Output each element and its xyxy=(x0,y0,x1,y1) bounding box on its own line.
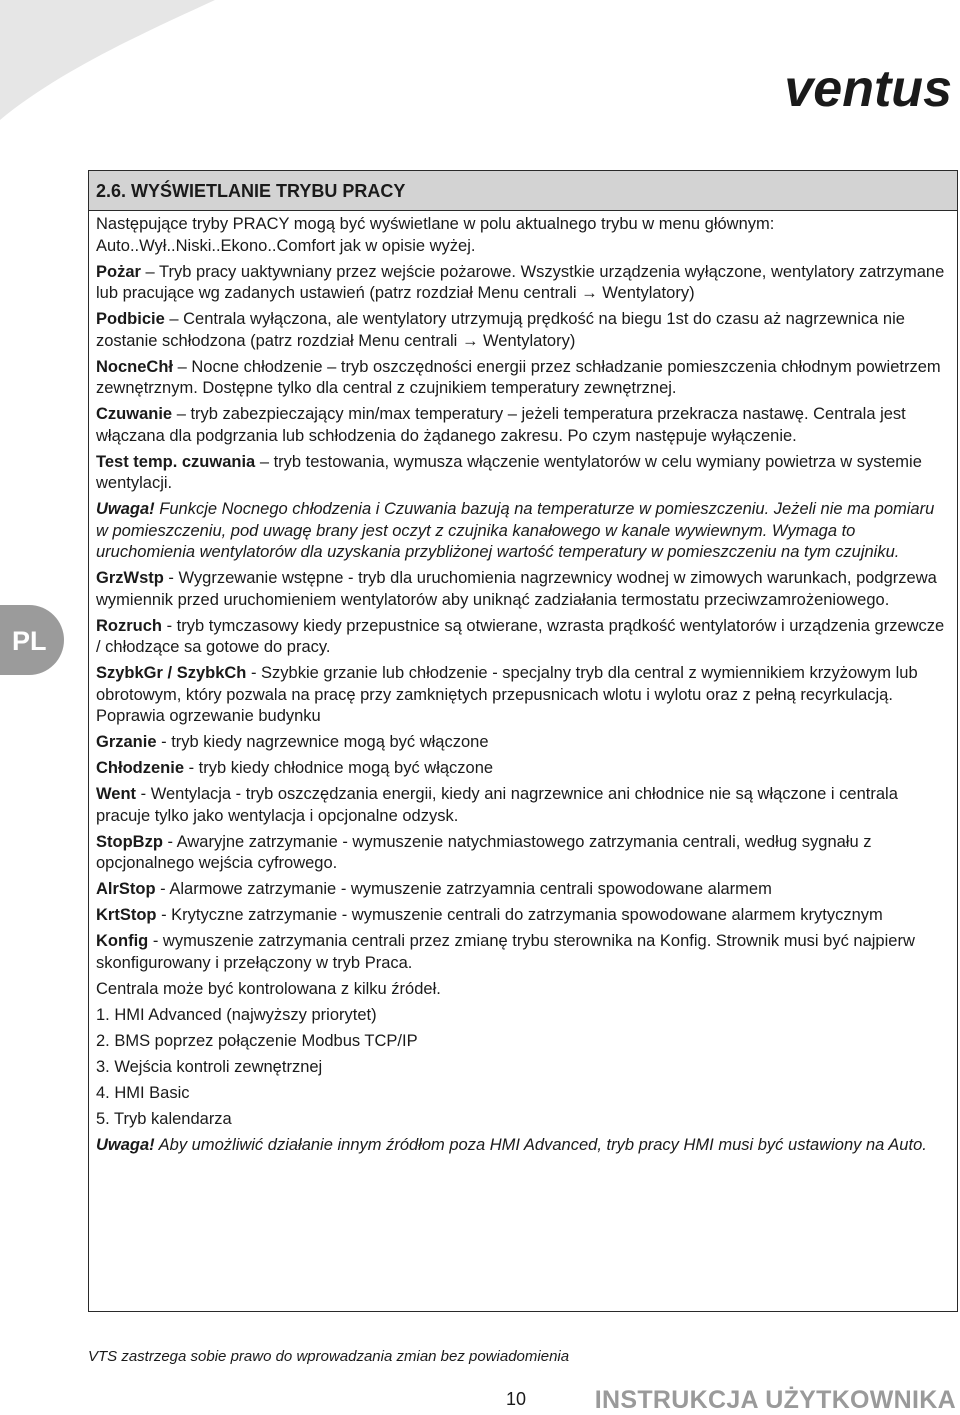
source-item: 3. Wejścia kontroli zewnętrznej xyxy=(96,1057,323,1076)
mode-term: Podbicie xyxy=(96,310,165,328)
mode-term: Chłodzenie xyxy=(96,759,185,777)
arrow-icon: → xyxy=(461,331,479,350)
sources-intro: Centrala może być kontrolowana z kilku źródeł. xyxy=(96,979,441,998)
mode-krtstop: KrtStop - Krytyczne zatrzymanie - wymuszenie centrali do zatrzymania spowodowane alarmem krytycznym xyxy=(96,906,883,924)
page-number: 10 xyxy=(506,1389,527,1409)
source-item: 1. HMI Advanced (najwyższy priorytet) xyxy=(96,1005,377,1024)
mode-chlodzenie: Chłodzenie - tryb kiedy chłodnice mogą być włączone xyxy=(96,759,494,777)
mode-term: KrtStop xyxy=(96,906,157,924)
note-uwaga-2: Uwaga! Aby umożliwić działanie innym źródłom poza HMI Advanced, tryb pracy HMI musi być ustawiony na Auto. xyxy=(96,1135,927,1154)
mode-term: NocneChł xyxy=(96,357,174,376)
mode-grzwstp: GrzWstp - Wygrzewanie wstępne - tryb dla uruchomienia nagrzewnicy wodnej w zimowych warunkach, podgrzewa wymiennik przed uruchomieniem wentylatorów aby uniknąć zadziałania termostatu przeciwzamrożeniowego. xyxy=(96,569,937,609)
mode-term: SzybkGr / SzybkCh xyxy=(96,664,247,682)
mode-test: Test temp. czuwania – tryb testowania, wymusza włączenie wentylatorów w celu wymiany powietrza w systemie wentylacji. xyxy=(96,452,922,492)
source-item: 2. BMS poprzez połączenie Modbus TCP/IP xyxy=(96,1031,418,1050)
mode-nocnechl: NocneChł – Nocne chłodzenie – tryb oszczędności energii przez schładzanie pomieszczenia chłodnym powietrzem zewnętrznym. Dostępne tylko dla central z czujnikiem temperatury zewnętrznej. xyxy=(96,357,941,397)
mode-term: GrzWstp xyxy=(96,569,164,587)
mode-alrstop: AlrStop - Alarmowe zatrzymanie - wymuszenie zatrzyamnia centrali spowodowane alarmem xyxy=(96,880,772,898)
mode-grzanie: Grzanie - tryb kiedy nagrzewnice mogą być włączone xyxy=(96,733,489,751)
note-uwaga-1: Uwaga! Funkcje Nocnego chłodzenia i Czuwania bazują na temperaturze w pomieszczeniu. Jeżeli nie ma pomiaru w pomieszczeniu, pod uwagę brany jest oczyt z czujnika kanałowego w kanale wywiewnym. Wymaga to uruchomienia wentylatorów dla uzyskania przybliżonej wartość temperatury w pomieszczeniu na tym czujniku. xyxy=(96,500,935,561)
source-item: 5. Tryb kalendarza xyxy=(96,1109,232,1128)
mode-term: Grzanie xyxy=(96,733,157,751)
manual-title: INSTRUKCJA UŻYTKOWNIKA xyxy=(594,1386,956,1414)
source-item: 4. HMI Basic xyxy=(96,1083,190,1102)
language-tab-pl: PL xyxy=(0,605,64,675)
arrow-icon: → xyxy=(581,284,598,302)
intro-paragraph: Następujące tryby PRACY mogą być wyświetlane w polu aktualnego trybu w menu głównym: Auto..Wył..Niski..Ekono..Comfort jak w opisie wyżej. xyxy=(96,215,775,255)
mode-szybk: SzybkGr / SzybkCh - Szybkie grzanie lub chłodzenie - specjalny tryb dla central z wymiennikiem krzyżowym lub obrotowym, który pozwala na pracę przy zamkniętych przepusnicach wlotu i wylotu oraz z pełną recyrkulacją. Poprawia ogrzewanie budynku xyxy=(96,664,918,725)
mode-term: Pożar xyxy=(96,262,141,281)
mode-czuwanie: Czuwanie – tryb zabezpieczający min/max temperatury – jeżeli temperatura przekracza nastawę. Centrala jest włączana dla podgrzania lub schłodzenia do żądanego zakresu. Po czym następuje wyłączenie. xyxy=(96,405,906,445)
corner-decoration xyxy=(0,0,215,135)
note-term: Uwaga! xyxy=(96,500,155,518)
mode-stopbzp: StopBzp - Awaryjne zatrzymanie - wymuszenie natychmiastowego zatrzymania centrali, według sygnału z opcjonalnego wejścia cyfrowego. xyxy=(96,832,872,872)
mode-rozruch: Rozruch - tryb tymczasowy kiedy przepustnice są otwierane, wzrasta prądkość wentylatorów i urządzenia grzewcze / chłodzące sa gotowe do pracy. xyxy=(96,616,945,656)
mode-went: Went - Wentylacja - tryb oszczędzania energii, kiedy ani nagrzewnice ani chłodnice nie są włączone i centrala pracuje tylko jako wentylacja i opcjonalne odzysk. xyxy=(96,785,898,825)
section-title: 2.6. WYŚWIETLANIE TRYBU PRACY xyxy=(89,171,957,211)
mode-konfig: Konfig - wymuszenie zatrzymania centrali przez zmianę trybu sterownika na Konfig. Strownik musi być najpierw skonfigurowany i przełączony w tryb Praca. xyxy=(96,932,915,972)
mode-pozar: Pożar – Tryb pracy uaktywniany przez wejście pożarowe. Wszystkie urządzenia wyłączone, wentylatory zatrzymane lub pracujące wg zadanych ustawień (patrz rozdział Menu centrali → Wentylatory) xyxy=(96,262,945,305)
mode-term: StopBzp xyxy=(96,832,163,851)
mode-term: Konfig xyxy=(96,932,149,950)
ventus-logo-text: ventus xyxy=(784,60,952,118)
mode-term: Test temp. czuwania xyxy=(96,452,256,471)
mode-term: Went xyxy=(96,785,137,803)
mode-display-section xyxy=(88,170,958,1312)
ventus-logo xyxy=(724,60,956,124)
mode-podbicie: Podbicie – Centrala wyłączona, ale wentylatory utrzymują prędkość na biegu 1st do czasu aż nagrzewnica nie zostanie schłodzona (patrz rozdział Menu centrali → Wentylatory) xyxy=(96,309,945,352)
mode-term: Czuwanie xyxy=(96,405,173,423)
mode-term: AlrStop xyxy=(96,880,156,898)
footer-note: VTS zastrzega sobie prawo do wprowadzania zmian bez powiadomienia xyxy=(88,1348,570,1365)
section-body xyxy=(89,211,957,1156)
note-term: Uwaga! xyxy=(96,1135,155,1154)
mode-term: Rozruch xyxy=(96,616,162,635)
